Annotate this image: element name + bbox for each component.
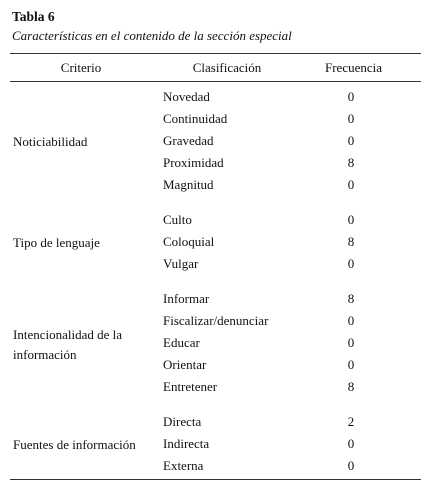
frecuencia-cell: 0 xyxy=(347,313,355,328)
frecuencia-cell: 0 xyxy=(347,212,355,227)
frecuencia-cell: 0 xyxy=(347,111,355,126)
table-row xyxy=(0,354,431,376)
header-frecuencia: Frecuencia xyxy=(324,60,383,75)
frecuencia-cell: 0 xyxy=(347,436,355,451)
frecuencia-cell: 8 xyxy=(347,291,355,306)
clasificacion-cell: Directa xyxy=(163,414,202,429)
criterio-label: Intencionalidad de la información xyxy=(13,327,123,362)
frecuencia-cell: 8 xyxy=(347,234,355,249)
header-rule xyxy=(10,81,421,82)
frecuencia-cell: 0 xyxy=(347,335,355,350)
frecuencia-cell: 0 xyxy=(347,256,355,271)
table-row xyxy=(0,152,431,174)
clasificacion-cell: Continuidad xyxy=(163,111,228,126)
clasificacion-cell: Orientar xyxy=(163,357,207,372)
table-row xyxy=(0,253,431,275)
top-rule xyxy=(10,53,421,54)
table-row xyxy=(0,433,431,455)
clasificacion-cell: Indirecta xyxy=(163,436,210,451)
clasificacion-cell: Externa xyxy=(163,458,204,473)
frecuencia-cell: 2 xyxy=(347,414,355,429)
clasificacion-cell: Educar xyxy=(163,335,200,350)
clasificacion-cell: Fiscalizar/denunciar xyxy=(163,313,269,328)
frecuencia-cell: 0 xyxy=(347,133,355,148)
table-row xyxy=(0,310,431,332)
clasificacion-cell: Vulgar xyxy=(163,256,199,271)
clasificacion-cell: Proximidad xyxy=(163,155,224,170)
header-criterio: Criterio xyxy=(60,60,102,75)
criterio-label: Noticiabilidad xyxy=(13,134,88,149)
clasificacion-cell: Entretener xyxy=(163,379,218,394)
table-row xyxy=(0,455,431,477)
clasificacion-cell: Novedad xyxy=(163,89,210,104)
header-clasificacion: Clasificación xyxy=(192,60,262,75)
table-row xyxy=(0,332,431,354)
table-row xyxy=(0,130,431,152)
criterio-label: Tipo de lenguaje xyxy=(13,235,100,250)
criterio-label: Fuentes de información xyxy=(13,437,136,452)
table-row xyxy=(0,376,431,398)
frecuencia-cell: 0 xyxy=(347,177,355,192)
table-subtitle: Características en el contenido de la sección especial xyxy=(12,28,292,43)
clasificacion-cell: Magnitud xyxy=(163,177,214,192)
clasificacion-cell: Coloquial xyxy=(163,234,215,249)
table-row xyxy=(0,231,431,253)
table-row xyxy=(0,209,431,231)
table-row xyxy=(0,86,431,108)
frecuencia-cell: 0 xyxy=(347,89,355,104)
table-row xyxy=(0,288,431,310)
frecuencia-cell: 0 xyxy=(347,458,355,473)
frecuencia-cell: 0 xyxy=(347,357,355,372)
clasificacion-cell: Informar xyxy=(163,291,210,306)
clasificacion-cell: Culto xyxy=(163,212,192,227)
bottom-rule xyxy=(10,479,421,480)
frecuencia-cell: 8 xyxy=(347,379,355,394)
table-row xyxy=(0,174,431,196)
clasificacion-cell: Gravedad xyxy=(163,133,214,148)
table-row xyxy=(0,411,431,433)
table-title: Tabla 6 xyxy=(12,9,55,24)
frecuencia-cell: 8 xyxy=(347,155,355,170)
table-row xyxy=(0,108,431,130)
